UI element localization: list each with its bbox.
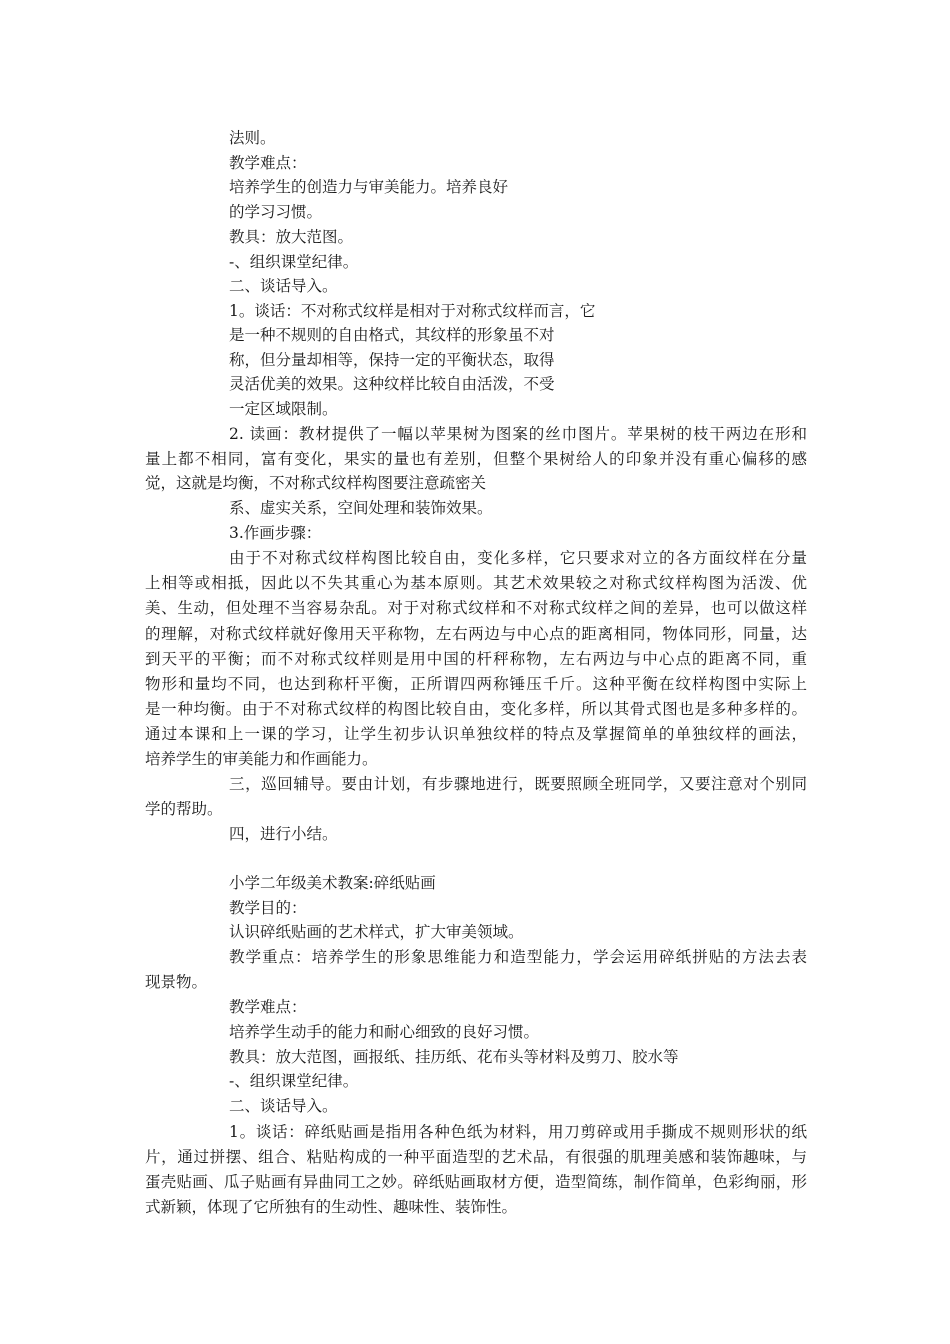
text-line: 学的帮助。	[145, 800, 223, 818]
text-line: 灵活优美的效果。这种纹样比较自由活泼，不受	[229, 375, 555, 393]
text-line: -、组织课堂纪律。	[229, 253, 359, 271]
section-title: 小学二年级美术教案:碎纸贴画	[229, 874, 436, 892]
text-line: 教学目的：	[229, 899, 307, 917]
text-line: 二、谈话导入。	[229, 277, 338, 295]
text-line: 是一种不规则的自由格式，其纹样的形象虽不对	[229, 326, 555, 344]
text-line: 法则。	[229, 129, 276, 147]
text-line: 培养学生的创造力与审美能力。培养良好	[229, 178, 509, 196]
text-line: 教具：放大范图。	[229, 228, 354, 246]
text-line: 物形和量均不同，也达到称杆平衡，正所谓四两称锤压千斤。这种平衡在纹样构图中实际上	[145, 675, 807, 693]
text-line: 片，通过拼摆、组合、粘贴构成的一种平面造型的艺术品，有很强的肌理美感和装饰趣味，与	[145, 1148, 807, 1166]
text-line: 式新颖，体现了它所独有的生动性、趣味性、装饰性。	[145, 1198, 518, 1216]
text-line: -、组织课堂纪律。	[229, 1072, 359, 1090]
text-line: 蛋壳贴画、瓜子贴画有异曲同工之妙。碎纸贴画取材方便，造型简练，制作简单，色彩绚丽，形	[145, 1173, 807, 1191]
text-line: 培养学生动手的能力和耐心细致的良好习惯。	[229, 1023, 540, 1041]
text-line: 由于不对称式纹样构图比较自由，变化多样，它只要求对立的各方面纹样在分量	[229, 549, 807, 567]
text-line: 通过本课和上一课的学习，让学生初步认识单独纹样的特点及掌握简单的单独纹样的画法，	[145, 725, 807, 743]
text-line: 的学习习惯。	[229, 203, 323, 221]
text-line: 四，进行小结。	[229, 825, 338, 843]
text-line: 教学重点：培养学生的形象思维能力和造型能力，学会运用碎纸拼贴的方法去表	[229, 948, 807, 966]
text-line: 量上都不相同，富有变化，果实的量也有差别，但整个果树给人的印象并没有重心偏移的感	[145, 450, 807, 468]
text-line: 1。谈话：不对称式纹样是相对于对称式纹样而言，它	[229, 302, 596, 320]
text-line: 的理解，对称式纹样就好像用天平称物，左右两边与中心点的距离相同，物体同形，同量，达	[145, 625, 807, 643]
text-line: 1。谈话：碎纸贴画是指用各种色纸为材料，用刀剪碎或用手撕成不规则形状的纸	[229, 1123, 807, 1141]
text-line: 2. 读画：教材提供了一幅以苹果树为图案的丝巾图片。苹果树的枝干两边在形和	[229, 425, 807, 443]
text-line: 上相等或相抵，因此以不失其重心为基本原则。其艺术效果较之对称式纹样构图为活泼、优	[145, 574, 807, 592]
text-line: 教学难点：	[229, 154, 307, 172]
text-line: 二、谈话导入。	[229, 1097, 338, 1115]
text-line: 一定区域限制。	[229, 400, 338, 418]
text-line: 称，但分量却相等，保持一定的平衡状态，取得	[229, 351, 555, 369]
text-line: 三，巡回辅导。要由计划，有步骤地进行，既要照顾全班同学，又要注意对个别同	[229, 775, 807, 793]
text-line: 觉，这就是均衡，不对称式纹样构图要注意疏密关	[145, 474, 487, 492]
text-line: 现景物。	[145, 973, 208, 991]
text-line: 系、虚实关系，空间处理和装饰效果。	[229, 499, 493, 517]
text-line: 教具：放大范图，画报纸、挂历纸、花布头等材料及剪刀、胶水等	[229, 1048, 679, 1066]
text-line: 认识碎纸贴画的艺术样式，扩大审美领域。	[229, 923, 524, 941]
text-line: 3.作画步骤：	[229, 524, 322, 542]
text-line: 是一种均衡。由于不对称式纹样的构图比较自由，变化多样，所以其骨式图也是多种多样的。	[145, 700, 807, 718]
text-line: 培养学生的审美能力和作画能力。	[145, 750, 378, 768]
text-line: 教学难点：	[229, 998, 307, 1016]
text-line: 美、生动，但处理不当容易杂乱。对于对称式纹样和不对称式纹样之间的差异，也可以做这样	[145, 599, 807, 617]
text-line: 到天平的平衡；而不对称式纹样则是用中国的杆秤称物，左右两边与中心点的距离不同，重	[145, 650, 807, 668]
